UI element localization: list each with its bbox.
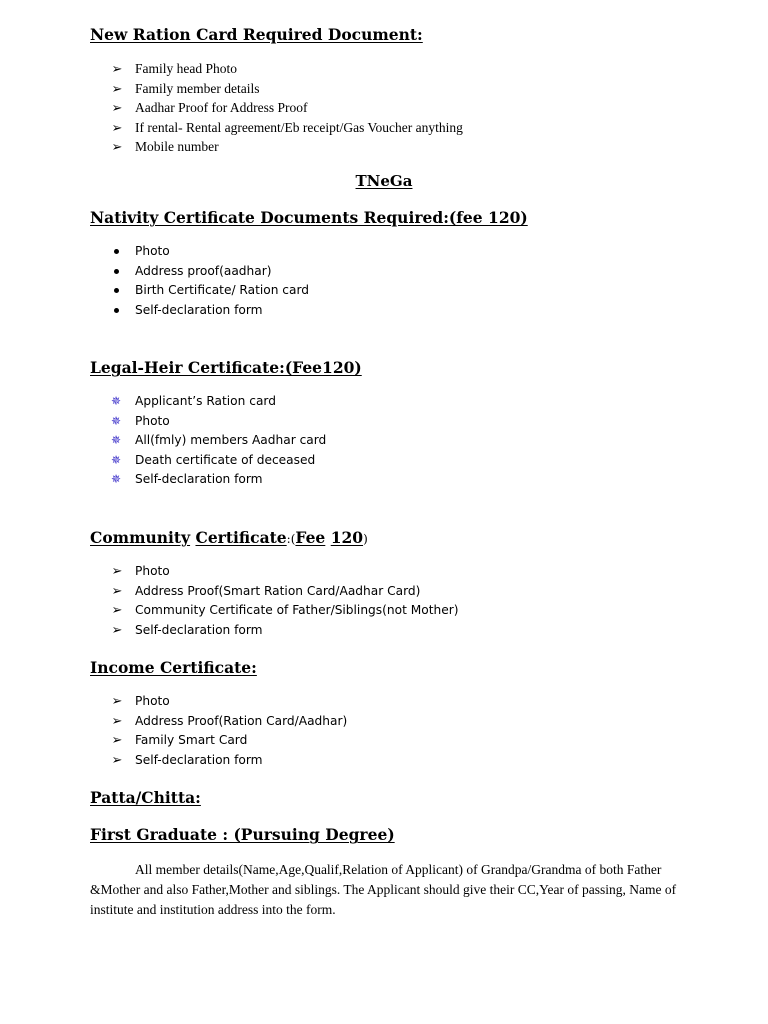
arrow-bullet-icon: ➢ (111, 139, 123, 154)
community-heading-colon: :( (286, 532, 296, 546)
arrow-bullet-icon: ➢ (111, 622, 123, 638)
income-heading: Income Certificate: (90, 658, 257, 677)
community-heading-word1: Community (90, 528, 191, 547)
dot-bullet-icon (114, 249, 119, 254)
arrow-bullet-icon: ➢ (111, 61, 123, 76)
community-heading-word2: Certificate (195, 528, 287, 547)
arrow-bullet-icon: ➢ (111, 583, 123, 599)
community-heading (90, 528, 368, 549)
star-bullet-icon: ✵ (111, 394, 122, 408)
first-graduate-paragraph: All member details(Name,Age,Qualif,Relation of Applicant) of Grandpa/Grandma of both Father &Mother and also Father,Mother and siblings. The Applicant should give their CC,Year of passing, Name of institute and institution address into the form. (90, 862, 677, 917)
arrow-bullet-icon: ➢ (111, 694, 123, 709)
star-bullet-icon: ✵ (111, 452, 122, 467)
community-heading-amount: 120 (330, 528, 364, 547)
star-bullet-icon: ✵ (111, 433, 122, 447)
star-bullet-icon: ✵ (111, 413, 122, 428)
arrow-bullet-icon: ➢ (111, 603, 123, 618)
dot-bullet-icon (114, 288, 119, 293)
community-heading-close: ) (363, 532, 368, 546)
dot-bullet-icon (114, 269, 119, 274)
arrow-bullet-icon: ➢ (111, 564, 123, 579)
ration-card-heading: New Ration Card Required Document: (90, 25, 423, 44)
patta-heading: Patta/Chitta: (90, 788, 201, 807)
arrow-bullet-icon: ➢ (111, 752, 123, 768)
first-graduate-heading: First Graduate : (Pursuing Degree) (90, 825, 395, 844)
arrow-bullet-icon: ➢ (111, 713, 123, 729)
legal-heir-heading: Legal-Heir Certificate:(Fee120) (90, 358, 362, 377)
dot-bullet-icon (114, 308, 119, 313)
arrow-bullet-icon: ➢ (111, 100, 123, 115)
center-title: TNeGa (355, 172, 413, 190)
star-bullet-icon: ✵ (111, 472, 122, 486)
arrow-bullet-icon: ➢ (111, 119, 123, 135)
arrow-bullet-icon: ➢ (111, 733, 123, 748)
community-heading-fee: Fee (295, 528, 326, 547)
arrow-bullet-icon: ➢ (111, 80, 123, 96)
document-page: New Ration Card Required Document: ➢ Family head Photo ➢ Family member details ➢ Aadhar Proof for Address Proof ➢ If rental- Rental agreement/Eb receipt/Gas Voucher anything ➢ Mobile number TNeGa Nativity Certificate Documents Required:(fee 120) Photo Address proof(aadhar) Birth Certificate/ Ration card Self-declaration form Legal-Heir Certificate:(Fee120) ✵ Applicant’s Ration card ✵ Photo ✵ All(fmly) members Aadhar card ✵ Death certificate of deceased ✵ Self-declaration form Community Certificate:(Fee 120) ➢ Photo ➢ Address Proof(Smart Ration Card/Aadhar Card) ➢ Community Certificate of Father/Siblings(not Mother) ➢ Self-declaration form Income Certificate: ➢ Photo ➢ Address Proof(Ration Card/Aadhar) ➢ Family Smart Card ➢ Self-declaration form Patta/Chitta: First Graduate : (Pursuing Degree) All member details(Name,Age,Qualif,Relation of Applicant) of Grandpa/Grandma of both Father &Mother and also Father,Mother and siblings. The Applicant should give their CC,Year of passing, Name of institute and institution address into the form. (0, 0, 768, 1024)
nativity-heading: Nativity Certificate Documents Required:(fee 120) (90, 208, 528, 227)
